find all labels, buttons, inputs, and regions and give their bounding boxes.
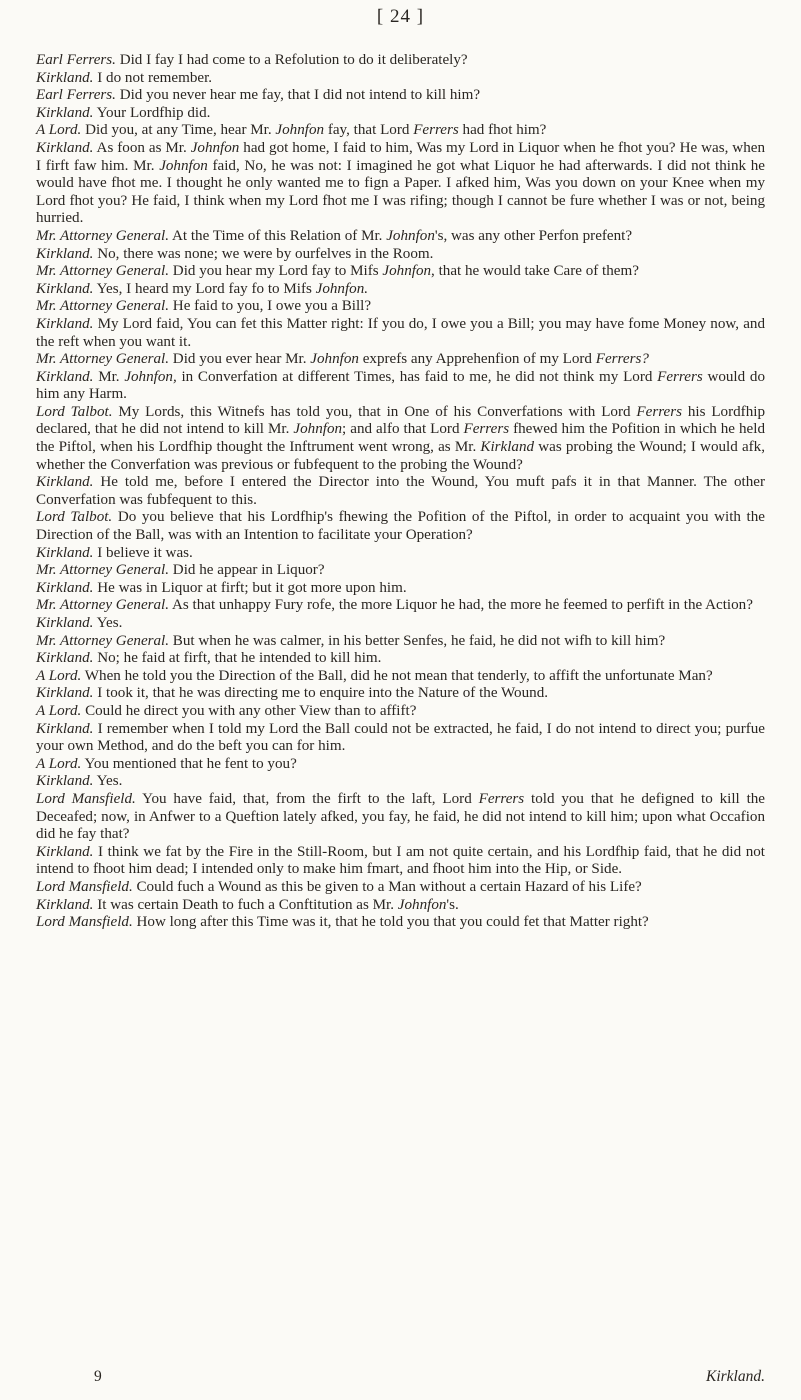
speech-text: Did I fay I had come to a Refolution to do it deliberately?	[115, 52, 468, 68]
speaker-name: Lord Talbot.	[36, 403, 113, 420]
speech-text: But when he was calmer, in his better Senfes, he faid, he did not wifh to kill him?	[169, 632, 666, 649]
speaker-name: Kirkland.	[36, 139, 94, 156]
testimony-paragraph	[36, 668, 765, 686]
speaker-name: Mr. Attorney General.	[36, 632, 170, 649]
speech-text: had got home, I faid to him, Was my Lord in Liquor when he fhot you? He was, when I firft faw him. Mr.	[36, 139, 765, 174]
testimony-paragraph	[36, 509, 765, 544]
testimony-paragraph	[36, 615, 765, 633]
testimony-paragraph	[36, 897, 765, 915]
speech-text: I remember when I told my Lord the Ball could not be extracted, he faid, I do not intend to direct you; purfue your own Method, and do the beft you can for him.	[36, 720, 765, 755]
testimony-paragraph	[36, 105, 765, 123]
speech-text: I believe it was.	[93, 544, 193, 561]
speaker-name: Kirkland.	[36, 104, 94, 121]
testimony-paragraph	[36, 914, 765, 932]
italic-text: Johnfon	[293, 421, 343, 438]
speaker-name: A Lord.	[36, 667, 82, 684]
speech-text: in Converfation at different Times, has faid to me, he did not think my Lord	[176, 368, 658, 385]
speaker-name: Earl Ferrers.	[36, 52, 116, 68]
signature-mark: 9	[94, 1368, 102, 1385]
speech-text: I took it, that he was directing me to enquire into the Nature of the Wound.	[93, 685, 549, 702]
testimony-paragraph	[36, 597, 765, 615]
italic-text: Ferrers?	[595, 351, 649, 368]
speaker-name: Lord Talbot.	[36, 509, 113, 526]
speech-text: Do you believe that his Lordfhip's fhewing the Pofition of the Piftol, in order to acquaint you with the Direction of the Ball, was with an Intention to facilitate your Operation?	[36, 509, 765, 544]
italic-text: Johnfon.	[315, 280, 369, 297]
speech-text: , that he would take Care of them?	[431, 263, 639, 280]
speech-text: He faid to you, I owe you a Bill?	[169, 298, 372, 315]
speaker-name: Kirkland.	[36, 650, 94, 667]
testimony-paragraph	[36, 281, 765, 299]
testimony-paragraph	[36, 52, 765, 70]
speech-text: fay, that Lord	[324, 122, 414, 139]
speaker-name: Mr. Attorney General.	[36, 597, 170, 614]
testimony-paragraph	[36, 879, 765, 897]
speech-text: You have faid, that, from the firft to the laft, Lord	[135, 790, 479, 807]
speech-text: My Lord faid, You can fet this Matter right: If you do, I owe you a Bill; you may have fome Money now, and the reft when you want it.	[36, 315, 765, 350]
italic-text: Ferrers	[657, 368, 703, 385]
speech-text: Yes, I heard my Lord fay fo to Mifs	[93, 280, 316, 297]
speaker-name: Mr. Attorney General.	[36, 351, 170, 368]
speech-text: had fhot him?	[458, 122, 547, 139]
testimony-paragraph	[36, 650, 765, 668]
page-number: [ 24 ]	[376, 6, 425, 27]
italic-text: Ferrers	[463, 421, 510, 438]
speaker-name: Kirkland.	[36, 773, 94, 790]
testimony-paragraph	[36, 70, 765, 88]
speech-text: his Lordfhip declared, that he did not intend to kill Mr.	[36, 403, 765, 438]
speech-text: Mr.	[93, 368, 125, 385]
speaker-name: A Lord.	[36, 755, 82, 772]
speech-text: Did he appear in Liquor?	[169, 562, 325, 579]
speech-text: He told me, before I entered the Director into the Wound, You muft pafs it in that Manner. The other Converfation was fubfequent to this.	[36, 474, 765, 508]
speech-text: As that unhappy Fury rofe, the more Liquor he had, the more he feemed to perfift in the Action?	[169, 597, 753, 614]
speech-text: told you that he defigned to kill the Deceafed; now, in Anfwer to a Queftion lately afked, you fay, he faid, he did not intend to kill him; upon what Occafion did he fay that?	[36, 790, 766, 843]
speech-text: It was certain Death to fuch a Conftitution as Mr.	[93, 896, 398, 913]
speech-text: Did you, at any Time, hear Mr.	[81, 122, 276, 139]
testimony-paragraph	[36, 246, 765, 264]
testimony-paragraph	[36, 122, 765, 140]
testimony-text	[36, 52, 765, 932]
italic-text: Ferrers	[478, 790, 525, 807]
speech-text: 's.	[446, 896, 459, 913]
italic-text: Johnfon	[386, 227, 435, 244]
speech-text: As foon as Mr.	[93, 139, 191, 156]
testimony-paragraph	[36, 562, 765, 580]
speaker-name: Kirkland.	[36, 69, 94, 86]
speaker-name: Kirkland.	[36, 474, 94, 491]
testimony-paragraph	[36, 545, 765, 563]
testimony-paragraph	[36, 633, 765, 651]
testimony-paragraph	[36, 474, 765, 509]
speech-text: fhewed him the Pofition in which he held the Piftol, when his Lordfhip thought the Inftrument went wrong, as Mr.	[36, 421, 765, 456]
speaker-name: Kirkland.	[36, 843, 94, 860]
speech-text: Yes.	[93, 615, 123, 631]
testimony-paragraph	[36, 351, 765, 369]
testimony-paragraph	[36, 685, 765, 703]
speech-text: Did you hear my Lord fay to Mifs	[169, 263, 383, 280]
speaker-name: Kirkland.	[36, 315, 94, 332]
speech-text: Yes.	[93, 773, 123, 790]
testimony-paragraph	[36, 404, 765, 474]
speaker-name: Lord Mansfield.	[36, 790, 136, 807]
speech-text: No; he faid at firft, that he intended to kill him.	[93, 650, 382, 667]
speech-text: Did you ever hear Mr.	[169, 351, 311, 368]
speech-text: At the Time of this Relation of Mr.	[169, 227, 387, 244]
speaker-name: Mr. Attorney General.	[36, 227, 170, 244]
speech-text: Could fuch a Wound as this be given to a Man without a certain Hazard of his Life?	[132, 878, 642, 895]
testimony-paragraph	[36, 773, 765, 791]
testimony-paragraph	[36, 756, 765, 774]
speech-text: No, there was none; we were by ourfelves in the Room.	[93, 245, 434, 262]
speech-text: Your Lordfhip did.	[93, 104, 211, 121]
speech-text: exprefs any Apprehenfion of my Lord	[358, 351, 596, 368]
testimony-paragraph	[36, 703, 765, 721]
speech-text: faid, No, he was not: I imagined he got what Liquor he had afterwards. I did not think he would have fhot me. I thought he only wanted me to fign a Paper. I afked him, Was you down on your Knee when my Lord fhot you? He faid, I think when my Lord fhot me I was rifing; though I cannot be fure whether I was or not, being hurried.	[36, 157, 765, 227]
testimony-paragraph	[36, 228, 765, 246]
italic-text: Ferrers	[636, 403, 682, 420]
testimony-paragraph	[36, 369, 765, 404]
speaker-name: Kirkland.	[36, 685, 94, 702]
catchword: Kirkland.	[706, 1368, 765, 1385]
italic-text: Ferrers	[413, 122, 459, 139]
speaker-name: Kirkland.	[36, 579, 94, 596]
italic-text: Johnfon	[310, 351, 359, 368]
speaker-name: Kirkland.	[36, 245, 94, 262]
italic-text: Kirkland	[480, 439, 535, 456]
italic-text: Johnfon	[382, 263, 432, 280]
speech-text: When he told you the Direction of the Ball, did he not mean that tenderly, to affift the unfortunate Man?	[81, 667, 713, 684]
speech-text: would do him any Harm.	[36, 368, 765, 403]
speech-text: ; and alfo that Lord	[342, 421, 464, 438]
speaker-name: Mr. Attorney General.	[36, 263, 170, 280]
italic-text: Johnfon	[190, 139, 240, 156]
speaker-name: Kirkland.	[36, 280, 94, 297]
speech-text: He was in Liquor at firft; but it got more upon him.	[93, 579, 407, 596]
speaker-name: Mr. Attorney General.	[36, 562, 170, 579]
speaker-name: Lord Mansfield.	[36, 914, 133, 931]
speaker-name: Kirkland.	[36, 720, 94, 737]
speech-text: Did you never hear me fay, that I did not intend to kill him?	[115, 87, 481, 104]
speech-text: I do not remember.	[93, 69, 213, 86]
testimony-paragraph	[36, 791, 765, 844]
speech-text: My Lords, this Witnefs has told you, that in One of his Converfations with Lord	[112, 403, 637, 420]
speaker-name: Earl Ferrers.	[36, 87, 116, 104]
testimony-paragraph	[36, 721, 765, 756]
speech-text: was probing the Wound; I would afk, whether the Converfation was previous or fubfequent to the probing the Wound?	[36, 439, 765, 473]
speech-text: 's, was any other Perfon prefent?	[434, 227, 633, 244]
speaker-name: Kirkland.	[36, 368, 94, 385]
speaker-name: Kirkland.	[36, 896, 94, 913]
italic-text: Johnfon	[397, 896, 447, 913]
speaker-name: Kirkland.	[36, 615, 94, 631]
testimony-paragraph	[36, 263, 765, 281]
italic-text: Johnfon,	[124, 368, 177, 385]
speaker-name: Mr. Attorney General.	[36, 298, 170, 315]
testimony-paragraph	[36, 298, 765, 316]
speech-text: I think we fat by the Fire in the Still-Room, but I am not quite certain, and his Lordfhip faid, that he did not intend to fhoot him dead; I intended only to make him fmart, and fhoot him into the Hip, or Side.	[36, 843, 765, 878]
speaker-name: A Lord.	[36, 702, 82, 719]
testimony-paragraph	[36, 580, 765, 598]
speaker-name: Kirkland.	[36, 544, 94, 561]
testimony-paragraph	[36, 87, 765, 105]
speech-text: How long after this Time was it, that he told you that you could fet that Matter right?	[132, 914, 649, 931]
speech-text: Could he direct you with any other View than to affift?	[81, 702, 417, 719]
italic-text: Johnfon	[275, 122, 325, 139]
testimony-paragraph	[36, 316, 765, 351]
italic-text: Johnfon	[159, 157, 208, 174]
testimony-paragraph	[36, 844, 765, 879]
testimony-paragraph	[36, 140, 765, 228]
speaker-name: Lord Mansfield.	[36, 878, 133, 895]
speech-text: You mentioned that he fent to you?	[81, 755, 297, 772]
speaker-name: A Lord.	[36, 122, 82, 139]
